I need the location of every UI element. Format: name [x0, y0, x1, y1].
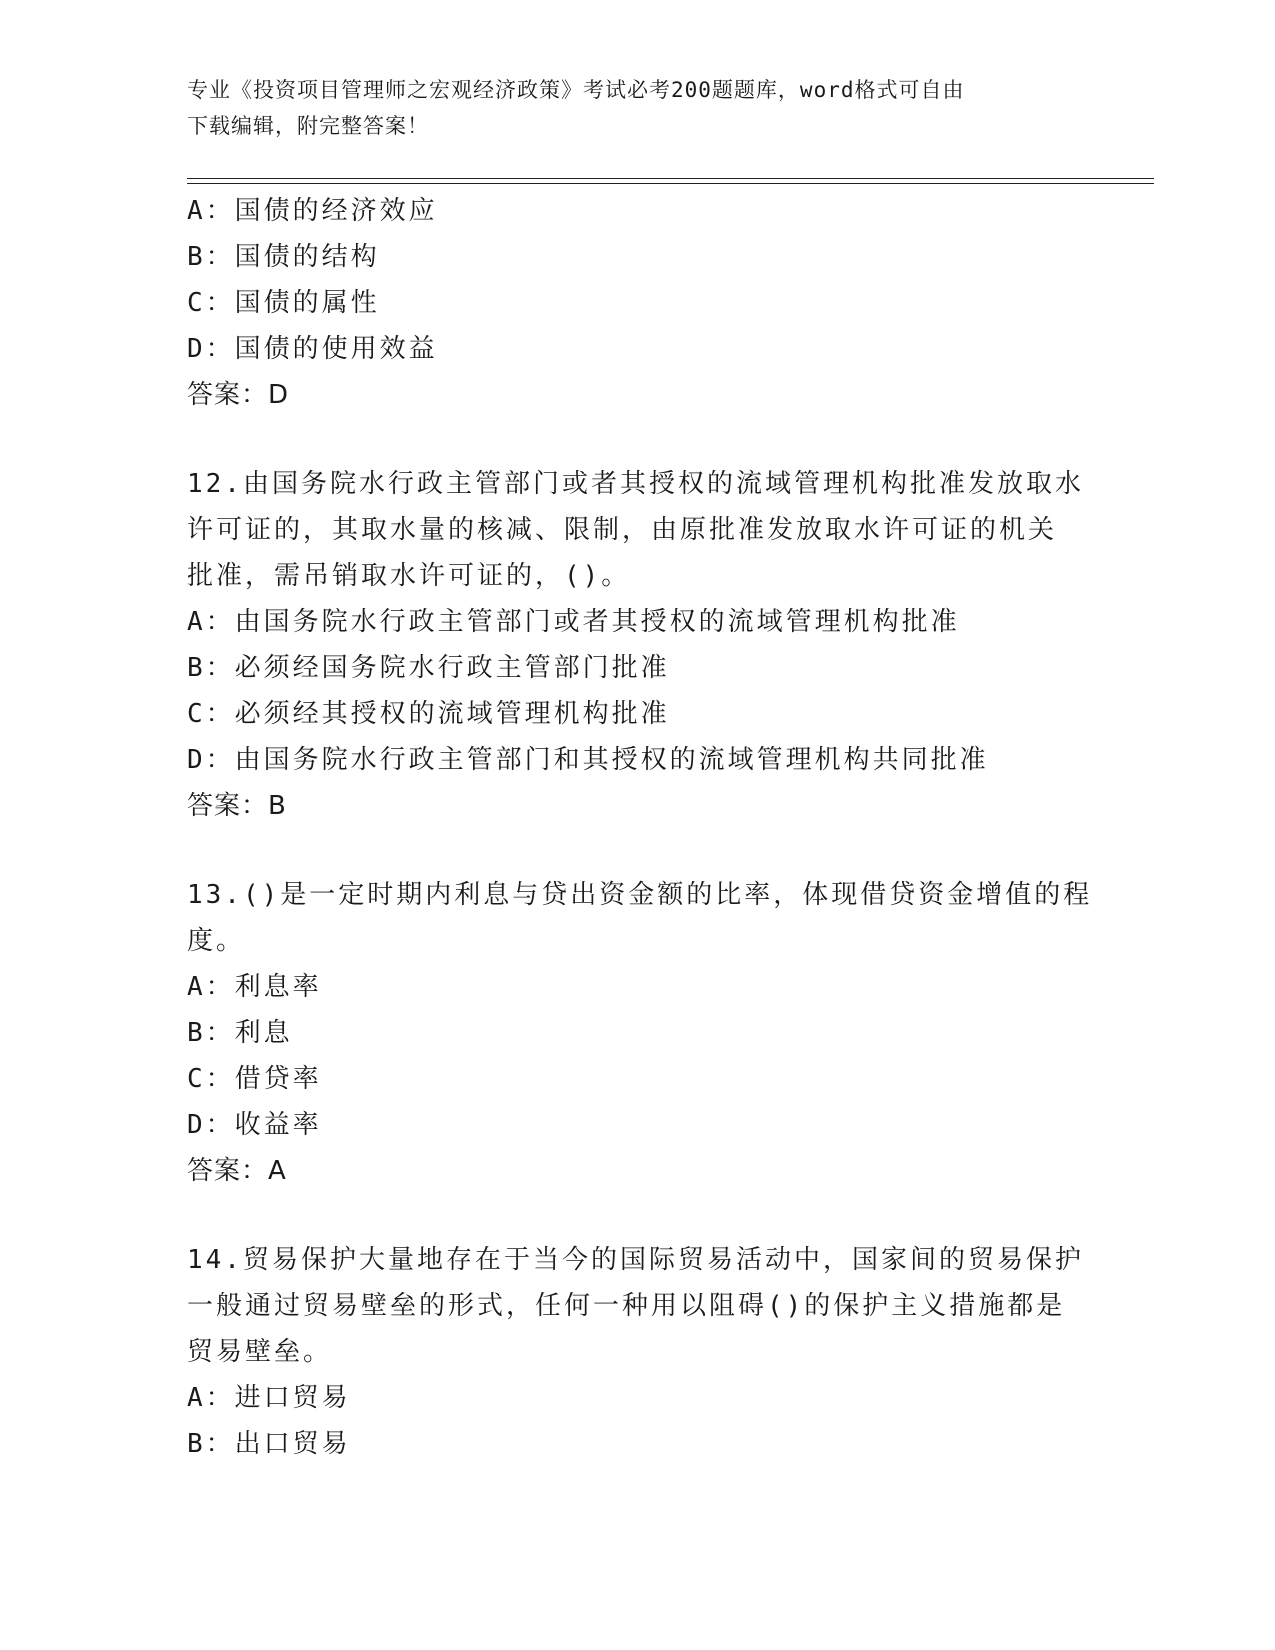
- stem-line: 贸易壁垒。: [187, 1337, 333, 1367]
- document-header: [187, 72, 1087, 144]
- stem-line: 批准，需吊销取水许可证的，()。: [187, 561, 631, 591]
- answer-label: 答案：D: [187, 380, 290, 410]
- question-11: [187, 188, 1087, 418]
- stem-line: 14.贸易保护大量地存在于当今的国际贸易活动中，国家间的贸易保护: [187, 1245, 1084, 1275]
- option-b: B：必须经国务院水行政主管部门批准: [187, 653, 670, 683]
- option-b: B：出口贸易: [187, 1429, 351, 1459]
- header-divider-top: [187, 178, 1154, 179]
- question-12: [187, 461, 1087, 829]
- question-list: [187, 188, 1093, 1467]
- option-a: A：由国务院水行政主管部门或者其授权的流域管理机构批准: [187, 607, 960, 637]
- question-13: [187, 872, 1093, 1194]
- question-spacer: [187, 418, 1087, 461]
- question-stem: [187, 872, 1093, 964]
- question-stem: [187, 461, 1087, 599]
- question-14: [187, 1237, 1087, 1467]
- option-b: B：利息: [187, 1018, 293, 1048]
- option-c: C：国债的属性: [187, 288, 380, 318]
- header-line-1: 专业《投资项目管理师之宏观经济政策》考试必考200题题库，word格式可自由: [187, 78, 965, 102]
- answer-label: 答案：A: [187, 1156, 287, 1186]
- stem-line: 度。: [187, 926, 246, 956]
- header-line-2: 下载编辑，附完整答案！: [187, 114, 429, 138]
- option-a: A：进口贸易: [187, 1383, 351, 1413]
- header-divider-bottom: [187, 183, 1154, 184]
- stem-line: 一般通过贸易壁垒的形式，任何一种用以阻碍()的保护主义措施都是: [187, 1291, 1066, 1321]
- question-spacer: [187, 1194, 1087, 1237]
- option-a: A：利息率: [187, 972, 322, 1002]
- option-d: D：由国务院水行政主管部门和其授权的流域管理机构共同批准: [187, 745, 989, 775]
- option-b: B：国债的结构: [187, 242, 380, 272]
- question-spacer: [187, 829, 1087, 872]
- answer-label: 答案：B: [187, 791, 287, 821]
- stem-line: 12.由国务院水行政主管部门或者其授权的流域管理机构批准发放取水: [187, 469, 1084, 499]
- option-c: C：必须经其授权的流域管理机构批准: [187, 699, 670, 729]
- question-stem: [187, 1237, 1087, 1375]
- option-d: D：收益率: [187, 1110, 322, 1140]
- option-a: A：国债的经济效应: [187, 196, 438, 226]
- option-c: C：借贷率: [187, 1064, 322, 1094]
- stem-line: 13.()是一定时期内利息与贷出资金额的比率，体现借贷资金增值的程: [187, 880, 1093, 910]
- option-d: D：国债的使用效益: [187, 334, 438, 364]
- stem-line: 许可证的，其取水量的核减、限制，由原批准发放取水许可证的机关: [187, 515, 1058, 545]
